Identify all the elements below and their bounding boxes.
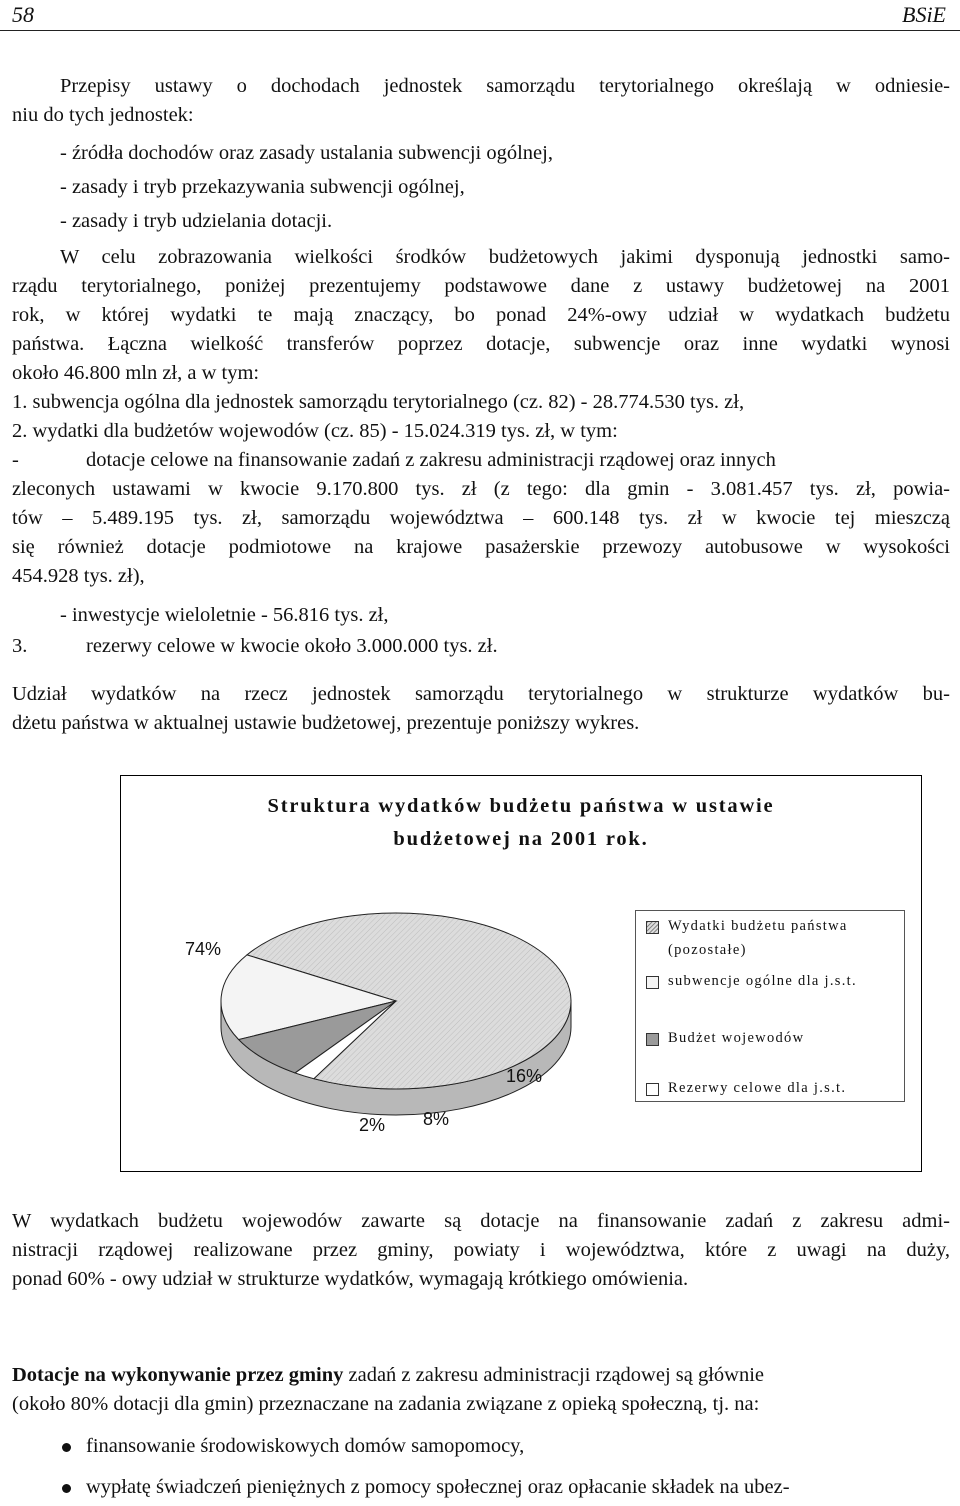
journal-name: BSiE [902, 2, 946, 27]
para2-line: około 46.800 mln zł, a w tym: [12, 362, 260, 384]
data-label: 74% [185, 939, 222, 959]
intro-list-item: - zasady i tryb przekazywania subwencji ogólnej, [60, 176, 465, 198]
para2-item: 1. subwencja ogólna dla jednostek samorządu terytorialnego (cz. 82) - 28.774.530 tys. zł, [12, 391, 745, 413]
para2-line: rządu terytorialnego, poniżej prezentujemy podstawowe dane z ustawy budżetowej na 2001 [12, 275, 950, 297]
page-header [0, 0, 960, 31]
para4-line: ponad 60% - owy udział w strukturze wydatków, wymagają krótkiego omówienia. [12, 1268, 689, 1290]
para5-rest: zadań z zakresu administracji rządowej są głównie [343, 1364, 765, 1386]
para2-invest: - inwestycje wieloletnie - 56.816 tys. zł, [60, 604, 389, 626]
item3-text: rezerwy celowe w kwocie około 3.000.000 tys. zł. [86, 635, 498, 657]
intro-list-item: - źródła dochodów oraz zasady ustalania subwencji ogólnej, [60, 142, 553, 164]
legend-label: subwencje ogólne dla j.s.t. [668, 973, 857, 989]
para5-line: (około 80% dotacji dla gmin) przeznaczane na zadania związane z opieką społeczną, tj. na: [12, 1393, 760, 1415]
data-label: 8% [423, 1109, 450, 1129]
para2-line: rok, w której wydatki te mają znaczący, bo ponad 24%-owy udział w wydatkach budżetu [12, 304, 950, 326]
bullet-icon [62, 1443, 71, 1452]
intro-line: niu do tych jednostek: [12, 104, 194, 126]
para5-line [12, 1361, 764, 1390]
para2-sub-first: dotacje celowe na finansowanie zadań z zakresu administracji rządowej oraz innych [86, 449, 776, 471]
chart-title-line: budżetowej na 2001 rok. [393, 828, 649, 850]
chart-legend [635, 910, 905, 1102]
intro-line: Przepisy ustawy o dochodach jednostek samorządu terytorialnego określają w odniesie- [60, 75, 950, 97]
chart-title-line: Struktura wydatków budżetu państwa w ustawie [267, 795, 775, 817]
legend-swatch [646, 921, 659, 934]
para4-line: W wydatkach budżetu wojewodów zawarte są dotacje na finansowanie zadań z zakresu admi- [12, 1210, 950, 1232]
para2-line: W celu zobrazowania wielkości środków budżetowych jakimi dysponują jednostki samo- [60, 246, 950, 268]
item3-number: 3. [12, 635, 28, 657]
data-label: 2% [359, 1115, 386, 1135]
pie-chart [120, 775, 922, 1172]
bold-phrase: wykonywanie przez gminy [111, 1364, 344, 1386]
legend-label: Budżet wojewodów [668, 1030, 805, 1046]
pie-svg [121, 776, 621, 1171]
legend-swatch [646, 1033, 659, 1046]
para2-line: państwa. Łączna wielkość transferów poprzez dotacje, subwencje oraz inne wydatki wynosi [12, 333, 950, 355]
para2-sub-line: się również dotacje podmiotowe na krajowe pasażerskie przewozy autobusowe w wysokości [12, 536, 950, 558]
data-label: 16% [506, 1066, 543, 1086]
legend-label: Rezerwy celowe dla j.s.t. [668, 1080, 847, 1096]
intro-list-item: - zasady i tryb udzielania dotacji. [60, 210, 333, 232]
para3-line: Udział wydatków na rzecz jednostek samorządu terytorialnego w strukturze wydatków bu- [12, 683, 950, 705]
para3-line: dżetu państwa w aktualnej ustawie budżetowej, prezentuje poniższy wykres. [12, 712, 640, 734]
para2-sub-line: 454.928 tys. zł), [12, 565, 145, 587]
bullet-item: wypłatę świadczeń pieniężnych z pomocy społecznej oraz opłacanie składek na ubez- [86, 1476, 790, 1498]
page-number: 58 [12, 2, 34, 27]
sub-dash: - [12, 449, 19, 471]
para2-item: 2. wydatki dla budżetów wojewodów (cz. 85) - 15.024.319 tys. zł, w tym: [12, 420, 618, 442]
legend-label: (pozostałe) [668, 942, 747, 958]
legend-swatch [646, 976, 659, 989]
para2-sub-line: zleconych ustawami w kwocie 9.170.800 tys. zł (z tego: dla gmin - 3.081.457 tys. zł, powia- [12, 478, 950, 500]
para4-line: nistracji rządowej realizowane przez gminy, powiaty i województwa, które z uwagi na duży, [12, 1239, 950, 1261]
legend-label: Wydatki budżetu państwa [668, 918, 848, 934]
para2-sub-line: tów – 5.489.195 tys. zł, samorządu województwa – 600.148 tys. zł w kwocie tej mieszczą [12, 507, 950, 529]
bold-phrase: Dotacje na [12, 1364, 106, 1386]
legend-swatch [646, 1083, 659, 1096]
bullet-item: finansowanie środowiskowych domów samopomocy, [86, 1435, 525, 1457]
bullet-icon [62, 1484, 71, 1493]
